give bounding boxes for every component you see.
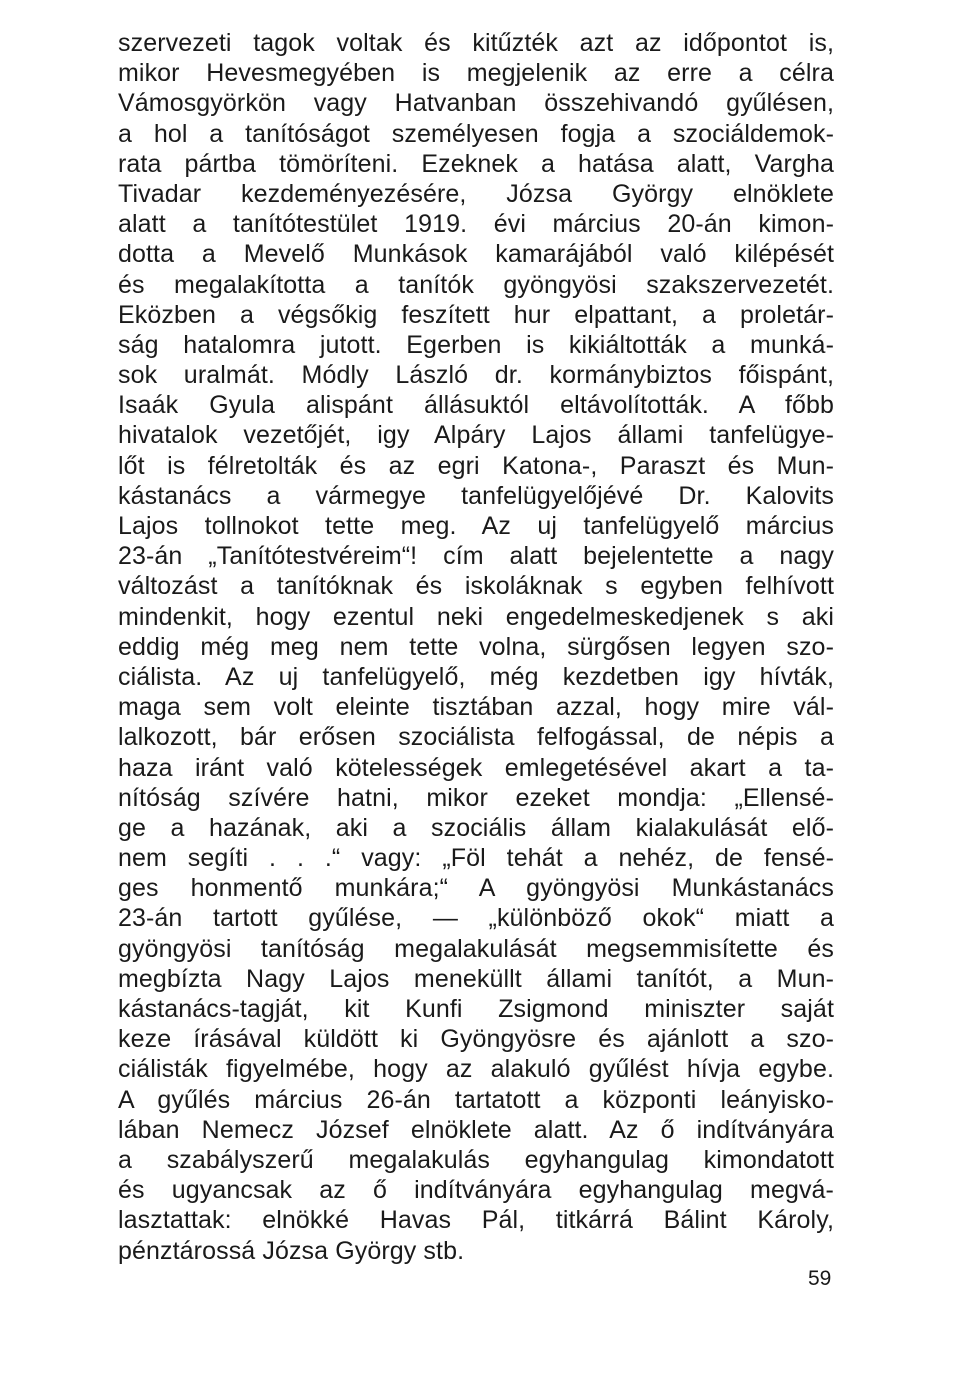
text-line: megbízta Nagy Lajos meneküllt állami tanítót, a Mun- (118, 964, 834, 993)
text-line: ciálista. Az uj tanfelügyelő, még kezdetben igy hívták, (118, 662, 834, 691)
text-line: haza iránt való kötelességek emlegetésével akart a ta- (118, 753, 834, 782)
text-line: sok uralmát. Módly László dr. kormánybiztos főispánt, (118, 361, 834, 390)
text-line: A gyűlés március 26-án tartatott a központi leányisko- (118, 1085, 834, 1114)
text-line: hivatalok vezetőjét, igy Alpáry Lajos állami tanfelügye- (118, 421, 834, 450)
text-line: Tivadar kezdeményezésére, Józsa György elnöklete (118, 179, 834, 208)
text-line: alatt a tanítótestület 1919. évi március 20-án kimon- (118, 210, 834, 239)
text-line: mindenkit, hogy ezentul neki engedelmeskedjenek s aki (118, 602, 834, 631)
text-line: változást a tanítóknak és iskoláknak s egyben felhívott (118, 572, 834, 601)
text-line: és ugyancsak az ő indítványára egyhangulag megvá- (118, 1176, 834, 1205)
text-line: ges honmentő munkára;“ A gyöngyösi Munkástanács (118, 874, 834, 903)
text-line: Isaák Gyula alispánt állásuktól eltávolították. A főbb (118, 391, 834, 420)
text-line: lasztattak: elnökké Havas Pál, titkárrá Bálint Károly, (118, 1206, 834, 1235)
text-line: szervezeti tagok voltak és kitűzték azt az időpontot is, (118, 29, 834, 57)
page-number: 59 (808, 1267, 832, 1290)
text-line: 23-án „Tanítótestvéreim“! cím alatt bejelentette a nagy (118, 542, 834, 571)
text-line: Eközben a végsőkig feszített hur elpattant, a proletár- (118, 300, 834, 329)
text-line: a szabályszerű megalakulás egyhangulag kimondatott (118, 1145, 834, 1174)
text-line: a hol a tanítóságot személyesen fogja a szociáldemok- (118, 119, 834, 148)
text-line: pénztárossá Józsa György stb. (118, 1236, 465, 1265)
text-line: ciálisták figyelmébe, hogy az alakuló gyűlést hívja egybe. (118, 1055, 834, 1084)
text-line: kástanács-tagját, kit Kunfi Zsigmond miniszter saját (118, 995, 834, 1023)
text-line: lőt is félretolták és az egri Katona-, Paraszt és Mun- (118, 451, 834, 480)
text-line: Vámosgyörkön vagy Hatvanban összehivandó gyűlésen, (118, 89, 834, 118)
text-line: nem segíti . . .“ vagy: „Föl tehát a nehéz, de fensé- (118, 844, 834, 873)
text-line: mikor Hevesmegyében is megjelenik az erre a célra (118, 59, 834, 88)
text-line: lában Nemecz József elnöklete alatt. Az ő indítványára (118, 1115, 834, 1144)
text-line: ge a hazának, aki a szociális állam kialakulását elő- (118, 813, 834, 842)
text-line: nítóság szívére hatni, mikor ezeket mondja: „Ellensé- (118, 783, 834, 812)
text-line: és megalakította a tanítók gyöngyösi szakszervezetét. (118, 270, 834, 299)
text-line: lalkozott, bár erősen szociálista felfogással, de népis a (118, 723, 834, 752)
text-line: kástanács a vármegye tanfelügyelőjévé Dr. Kalovits (118, 481, 834, 510)
body-text (118, 28, 834, 1266)
text-line: ság hatalomra jutott. Egerben is kikiáltották a munká- (118, 330, 834, 359)
text-line: maga sem volt eleinte tisztában azzal, hogy mire vál- (118, 693, 834, 722)
text-line: 23-án tartott gyűlése, — „különböző okok“ miatt a (118, 904, 834, 933)
text-line: rata pártba tömöríteni. Ezeknek a hatása alatt, Vargha (118, 149, 834, 178)
text-line: dotta a Mevelő Munkások kamarájából való kilépését (118, 240, 834, 269)
text-line: Lajos tollnokot tette meg. Az uj tanfelügyelő március (118, 512, 834, 540)
text-line: gyöngyösi tanítóság megalakulását megsemmisítette és (118, 934, 834, 963)
text-line: eddig még meg nem tette volna, sürgősen legyen szo- (118, 632, 834, 661)
text-line: keze írásával küldött ki Gyöngyösre és ajánlott a szo- (118, 1025, 834, 1054)
